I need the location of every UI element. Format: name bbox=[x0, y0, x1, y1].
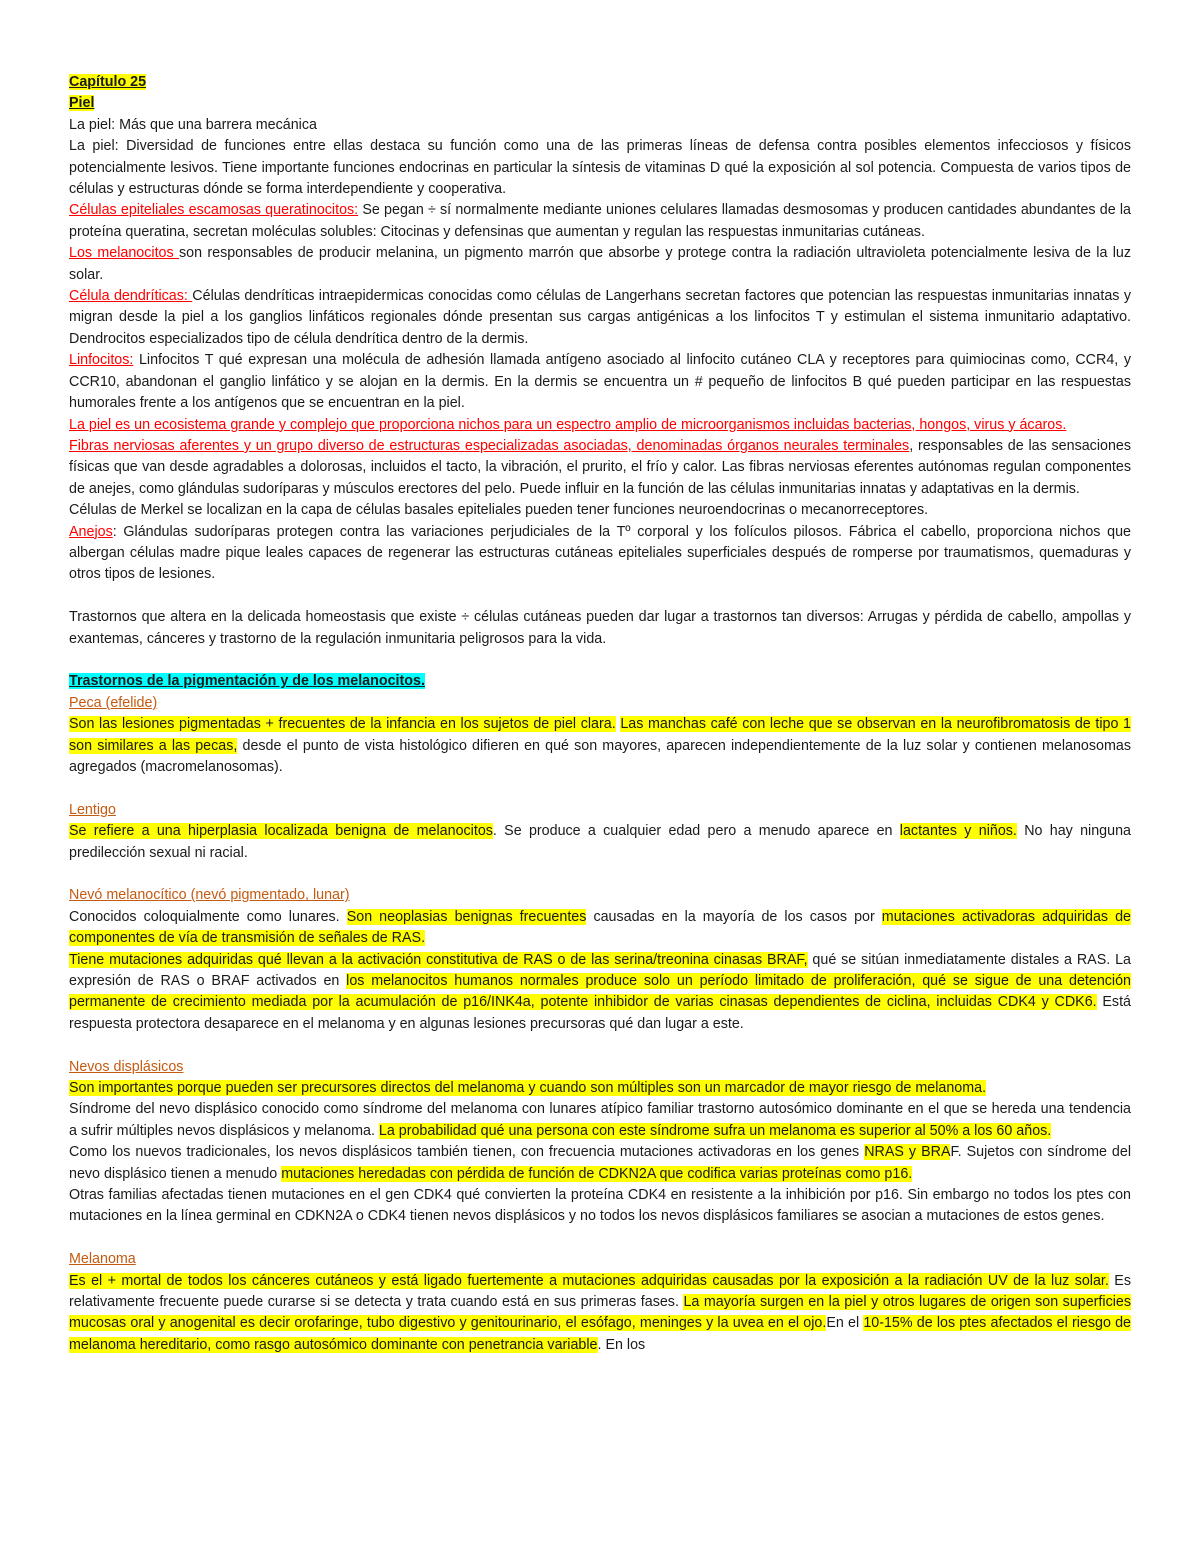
peca-title: Peca (efelide) bbox=[69, 694, 158, 711]
trastornos-paragraph: Trastornos que altera en la delicada homeostasis que existe ÷ células cutáneas pueden dar lugar a trastornos tan diversos: Arrugas y pérdida de cabello, ampollas y exantemas, cánceres y trastorno de la regulación inmunitaria peligrosos para la vida. bbox=[69, 609, 1131, 647]
anejos-label: Anejos bbox=[69, 523, 113, 540]
nevo-paragraph-1: Conocidos coloquialmente como lunares. Son neoplasias benignas frecuentes causadas en la mayoría de los casos por mutaciones activadoras adquiridas de componentes de vía de transmisión de señales de RAS. bbox=[69, 908, 1131, 947]
chapter-title: Capítulo 25 bbox=[69, 74, 147, 90]
peca-paragraph: Son las lesiones pigmentadas + frecuentes de la infancia en los sujetos de piel clara. Las manchas café con leche que se observan en la neurofibromatosis de tipo 1 son similares a las pecas, desde el punto de vista histológico difieren en qué son mayores, aparecen independientemente de la luz solar y contienen melanosomas agregados (macromelanosomas). bbox=[69, 716, 1131, 775]
melanoma-title: Melanoma bbox=[69, 1251, 136, 1268]
displasicos-paragraph-1: Son importantes porque pueden ser precursores directos del melanoma y cuando son múltiples son un marcador de mayor riesgo de melanoma. bbox=[69, 1080, 987, 1097]
displasicos-paragraph-2: Síndrome del nevo displásico conocido como síndrome del melanoma con lunares atípico familiar trastorno autosómico dominante en el que se hereda una tendencia a sufrir múltiples nevos displásicos y melanoma. La probabilidad qué una persona con este síndrome sufra un melanoma es superior al 50% a los 60 años. bbox=[69, 1101, 1131, 1139]
document-page bbox=[69, 72, 1131, 1356]
melanoma-paragraph: Es el + mortal de todos los cánceres cutáneos y está ligado fuertemente a mutaciones adquiridas causadas por la exposición a la radiación UV de la luz solar. Es relativamente frecuente puede curarse si se detecta y trata cuando está en sus primeras fases. La mayoría surgen en la piel y otros lugares de origen son superficies mucosas oral y anogenital es decir orofaringe, tubo digestivo y genitourinario, el esófago, meninges y la uvea en el ojo.En el 10-15% de los ptes afectados el riesgo de melanoma hereditario, como rasgo autosómico dominante con penetrancia variable. En los bbox=[69, 1272, 1132, 1353]
linfocitos-paragraph: Linfocitos: Linfocitos T qué expresan una molécula de adhesión llamada antígeno asociado al linfocito cutáneo CLA y receptores para quimiocinas como, CCR4, y CCR10, abandonan el ganglio linfático y se alojan en la dermis. En la dermis se encuentra un # pequeño de linfocitos B qué pueden participar en las respuestas humorales frente a los antígenos que se encuentran en la piel. bbox=[69, 352, 1131, 412]
intro-paragraph: La piel: Diversidad de funciones entre ellas destaca su función como una de las primeras líneas de defensa contra posibles elementos infecciosos y físicos potencialmente lesivos. Tiene importante funciones endocrinas en particular la síntesis de vitaminas D qué la exposición al sol potencia. Compuesta de varios tipos de células y estructuras dónde se forma interdependiente y cooperativa. bbox=[69, 138, 1131, 198]
displasicos-title: Nevos displásicos bbox=[69, 1058, 184, 1075]
lentigo-title: Lentigo bbox=[69, 801, 116, 818]
displasicos-paragraph-4: Otras familias afectadas tienen mutaciones en el gen CDK4 qué convierten la proteína CDK4 en resistente a la inhibición por p16. Sin embargo no todos los ptes con mutaciones en la línea germinal en CDKN2A o CDK4 tienen nevos displásicos y no todos los nevos displásicos familiares se asocian a mutaciones de estos genes. bbox=[69, 1187, 1131, 1225]
lentigo-paragraph: Se refiere a una hiperplasia localizada benigna de melanocitos. Se produce a cualquier edad pero a menudo aparece en lactantes y niños. No hay ninguna predilección sexual ni racial. bbox=[69, 823, 1131, 861]
queratinocitos-label: Células epiteliales escamosas queratinocitos: bbox=[69, 202, 359, 219]
nevo-paragraph-2: Tiene mutaciones adquiridas qué llevan a la activación constitutiva de RAS o de las serina/treonina cinasas BRAF, qué se sitúan inmediatamente distales a RAS. La expresión de RAS o BRAF activados en los melanocitos humanos normales produce solo un período limitado de proliferación, qué se sigue de una detención permanente de crecimiento mediada por la acumulación de p16/INK4a, potente inhibidor de varias cinasas dependientes de ciclina, incluidas CDK4 y CDK6. Está respuesta protectora desaparece en el melanoma y en algunas lesiones precursoras qué dan lugar a este. bbox=[69, 951, 1131, 1032]
fibras-paragraph: Fibras nerviosas aferentes y un grupo diverso de estructuras especializadas asociadas, denominadas órganos neurales terminales, responsables de las sensaciones físicas que van desde agradables a dolorosas, incluidos el tacto, la vibración, el prurito, el frío y calor. Las fibras nerviosas eferentes autónomas regulan componentes de anejes, como glándulas sudoríparas y músculos erectores del pelo. Puede influir en la función de las células inmunitarias innatas y adaptativas en la dermis. bbox=[69, 437, 1131, 497]
ecosistema-paragraph: La piel es un ecosistema grande y complejo que proporciona nichos para un espectro amplio de microorganismos incluidas bacterias, hongos, virus y ácaros. bbox=[69, 416, 1067, 433]
merkel-paragraph: Células de Merkel se localizan en la capa de células basales epiteliales pueden tener funciones neuroendocrinas o mecanorreceptores. bbox=[69, 502, 929, 519]
nevo-title: Nevó melanocítico (nevó pigmentado, lunar) bbox=[69, 887, 350, 904]
chapter-subtitle: Piel bbox=[69, 95, 95, 112]
section-heading: La piel: Más que una barrera mecánica bbox=[69, 116, 317, 133]
dendriticas-paragraph: Célula dendríticas: Células dendríticas intraepidermicas conocidas como células de Langerhans secretan factores que potencian las respuestas inmunitarias innatas y migran desde la piel a los ganglios linfáticos regionales dónde presentan sus cargas antigénicas a los linfocitos T y estimulan el sistema inmunitario adaptativo. Dendrocitos especializados tipo de célula dendrítica dentro de la dermis. bbox=[69, 288, 1131, 347]
melanocitos-paragraph: Los melanocitos son responsables de producir melanina, un pigmento marrón que absorbe y protege contra la radiación ultravioleta potencialmente lesiva de la luz solar. bbox=[69, 245, 1131, 283]
anejos-paragraph: Anejos: Glándulas sudoríparas protegen contra las variaciones perjudiciales de la Tº corporal y los folículos pilosos. Fábrica el cabello, proporciona nichos que albergan células madre pique leales capaces de regenerar las estructuras cutáneas epiteliales superficiales después de romperse por traumatismos, quemaduras y otros tipos de lesiones. bbox=[69, 523, 1131, 583]
linfocitos-label: Linfocitos: bbox=[69, 352, 134, 369]
queratinocitos-paragraph: Células epiteliales escamosas queratinocitos: Se pegan ÷ sí normalmente mediante uniones celulares llamadas desmosomas y producen cantidades abundantes de la proteína queratina, secretan moléculas solubles: Citocinas y defensinas que aumentan y regulan las respuestas inmunitarias cutáneas. bbox=[69, 202, 1131, 240]
fibras-label: Fibras nerviosas aferentes y un grupo diverso de estructuras especializadas asociadas, denominadas órganos neurales terminales bbox=[69, 437, 910, 454]
displasicos-paragraph-3: Como los nuevos tradicionales, los nevos displásicos también tienen, con frecuencia mutaciones activadoras en los genes NRAS y BRAF. Sujetos con síndrome del nevo displásico tienen a menudo mutaciones heredadas con pérdida de función de CDKN2A que codifica varias proteínas como p16. bbox=[69, 1144, 1132, 1182]
pigmentacion-heading: Trastornos de la pigmentación y de los melanocitos. bbox=[69, 673, 425, 690]
melanocitos-label: Los melanocitos bbox=[69, 245, 179, 262]
dendriticas-label: Célula dendríticas: bbox=[69, 288, 193, 305]
